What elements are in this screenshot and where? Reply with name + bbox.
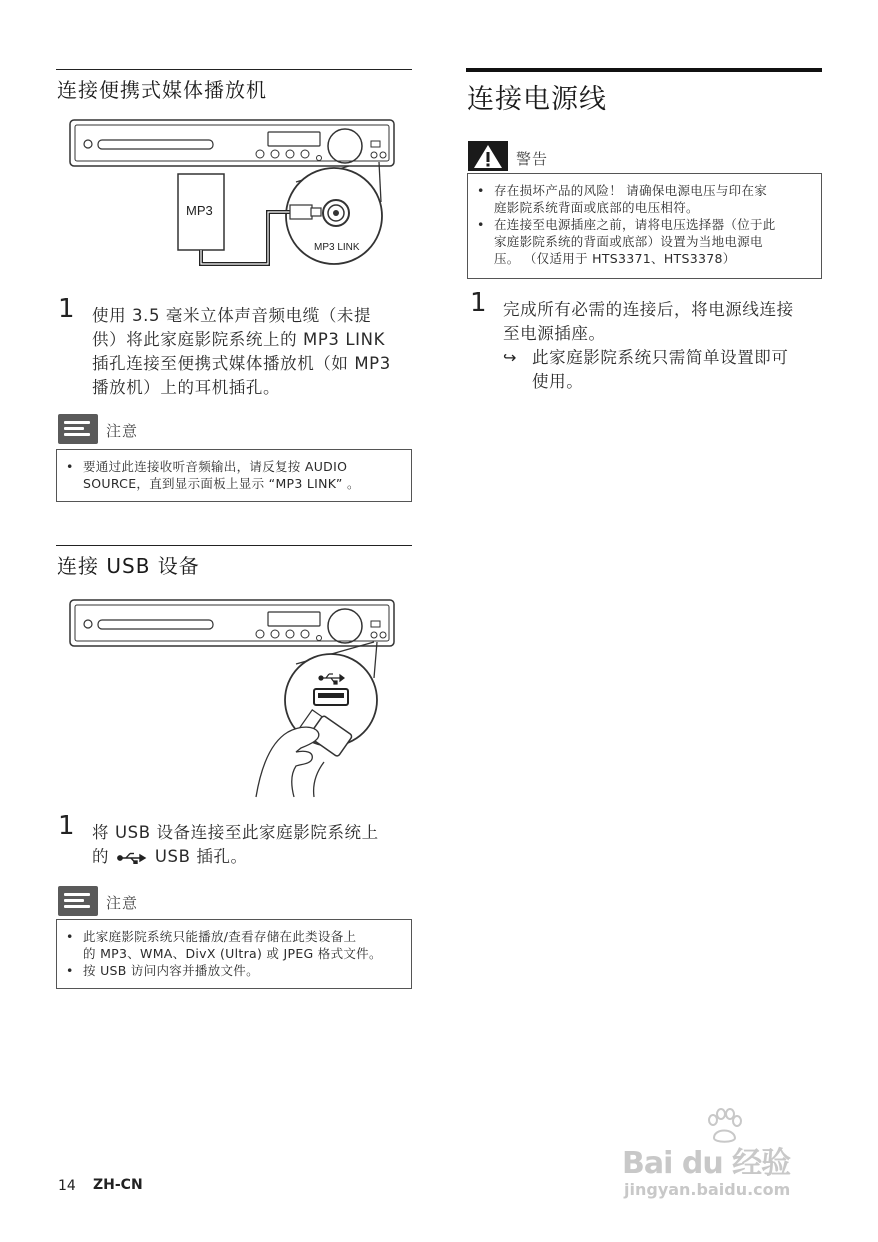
section2-top-rule <box>56 545 412 546</box>
language-code: ZH-CN <box>93 1177 143 1193</box>
page-number: 14 <box>58 1178 76 1194</box>
right-section-title: 连接电源线 <box>467 84 607 115</box>
note-item: • 要通过此连接收听音频输出，请反复按 AUDIO SOURCE，直到显示面板上显示 “MP3 LINK” 。 <box>57 458 411 492</box>
mp3-connection-illustration <box>56 112 416 277</box>
step-line: 播放机）上的耳机插孔。 <box>92 378 281 397</box>
section2-step-text <box>92 821 422 869</box>
note-label: 注意 <box>106 894 139 912</box>
note-icon <box>58 414 98 444</box>
step-line: 使用 3.5 毫米立体声音频电缆（未提 <box>92 306 372 325</box>
step-line-suffix: USB 插孔。 <box>154 847 248 866</box>
step-line-prefix: 的 <box>92 847 110 866</box>
step-line: 至电源插座。 <box>503 324 606 343</box>
step-line: 供）将此家庭影院系统上的 MP3 LINK <box>92 330 385 349</box>
note-item: • 此家庭影院系统只能播放/查看存储在此类设备上 的 MP3、WMA、DivX (Ultra) 或 JPEG 格式文件。 <box>57 928 411 962</box>
step-line: 插孔连接至便携式媒体播放机（如 MP3 <box>92 354 391 373</box>
note-box <box>56 449 412 502</box>
result-arrow-icon: ↪ <box>503 348 517 367</box>
warning-item: • 在连接至电源插座之前，请将电压选择器（位于此 家庭影院系统的背面或底部）设置为当地电源电 压。 （仅适用于 HTS3371、HTS3378） <box>468 216 821 267</box>
right-step-text <box>503 298 833 346</box>
section2-title: 连接 USB 设备 <box>57 554 200 578</box>
step-line <box>92 845 422 869</box>
right-step-number: 1 <box>470 288 487 318</box>
usb-icon <box>117 852 147 864</box>
section1-step-number: 1 <box>58 294 75 324</box>
note-label: 注意 <box>106 422 139 440</box>
section2-step-number: 1 <box>58 811 75 841</box>
step-line: 完成所有必需的连接后，将电源线连接 <box>503 300 794 319</box>
note-icon <box>58 886 98 916</box>
section1-step-text <box>92 304 422 400</box>
result-text <box>532 346 832 394</box>
mp3-player-label: MP3 <box>186 203 213 218</box>
baidu-watermark <box>622 1108 827 1208</box>
warning-label: 警告 <box>516 150 549 168</box>
usb-connection-illustration <box>56 592 416 807</box>
warning-box <box>467 173 822 279</box>
warning-item: • 存在损坏产品的风险！ 请确保电源电压与印在家 庭影院系统背面或底部的电压相符。 <box>468 182 821 216</box>
right-top-rule <box>466 68 822 72</box>
note-box <box>56 919 412 989</box>
note-item: • 按 USB 访问内容并播放文件。 <box>57 962 411 979</box>
watermark-url: jingyan.baidu.com <box>624 1180 791 1199</box>
result-line: 使用。 <box>532 372 584 391</box>
mp3-link-port-label: MP3 LINK <box>314 242 360 253</box>
section1-title: 连接便携式媒体播放机 <box>57 78 267 102</box>
step-line: 将 USB 设备连接至此家庭影院系统上 <box>92 823 379 842</box>
section1-top-rule <box>56 69 412 70</box>
result-line: 此家庭影院系统只需简单设置即可 <box>532 348 789 367</box>
warning-icon <box>468 141 508 171</box>
watermark-brand: Bai du 经验 <box>622 1146 791 1181</box>
